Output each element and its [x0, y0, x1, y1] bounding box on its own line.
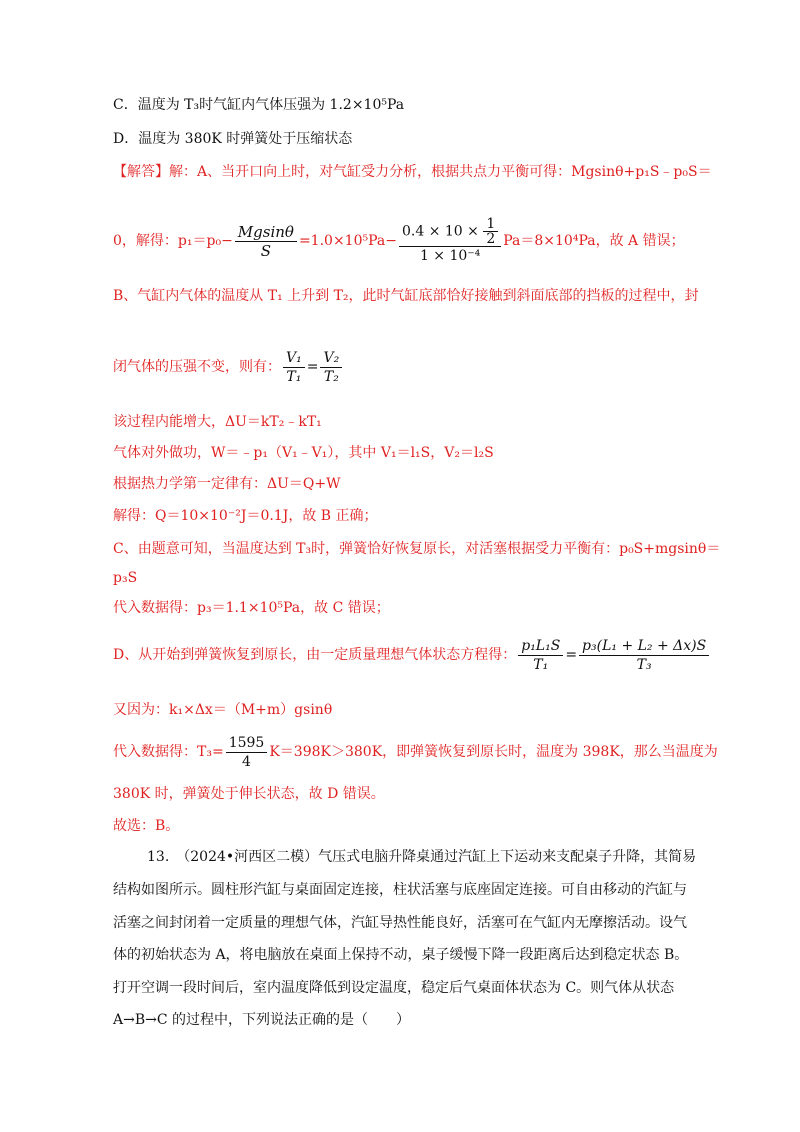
question-13-line-1: 13. （2024•河西区二模）气压式电脑升降桌通过汽缸上下运动来支配桌子升降，其简易: [147, 849, 697, 865]
answer-c-continued: p₃S: [113, 570, 138, 586]
fraction-v2-t2: $\frac{\text{V₂}}{\text{T₂}}$: [320, 349, 342, 386]
question-13-line-6: A→B→C 的过程中，下列说法正确的是（ ）: [113, 1012, 411, 1028]
final-choice: 故选：B。: [113, 818, 180, 834]
fraction-state-3: $\frac{\text{p₃(L₁ + L₂ + Δx)S}}{\text{T₃}}$: [579, 637, 709, 674]
answer-d-temperature: 代入数据得：T₃= $\frac{1595}{4}$ K＝398K＞380K，即弹簧恢复到原长时，温度为 398K，那么当温度为: [113, 734, 718, 770]
fraction-pressure-value: 0.4 × 10 × $\frac{1}{2}$ 1 × 10⁻⁴: [399, 217, 501, 265]
question-13-line-4: 体的初始状态为 A，将电脑放在桌面上保持不动，桌子缓慢下降一段距离后达到稳定状态 B。: [113, 947, 689, 963]
answer-c-intro: C、由题意可知，当温度达到 T₃时，弹簧恰好恢复原长，对活塞根据受力平衡有：p₀S+mgsinθ＝: [113, 541, 721, 557]
fraction-v1-t1: $\frac{\text{V₁}}{\text{T₁}}$: [283, 349, 305, 386]
question-13-line-3: 活塞之间封闭着一定质量的理想气体，汽缸导热性能良好，活塞可在气缸内无摩擦活动。设气: [113, 915, 687, 931]
answer-b-result: 解得：Q＝10×10⁻²J＝0.1J，故 B 正确；: [113, 508, 378, 524]
answer-d-spring: 又因为：k₁×Δx＝（M+m）gsinθ: [113, 702, 333, 718]
question-13-line-2: 结构如图所示。圆柱形汽缸与桌面固定连接，柱状活塞与底座固定连接。可自由移动的汽缸与: [113, 882, 687, 898]
question-13-line-5: 打开空调一段时间后，室内温度降低到设定温度，稳定后气桌面体状态为 C。则气体从状态: [113, 980, 675, 996]
answer-b-first-law: 根据热力学第一定律有：ΔU＝Q+W: [113, 476, 341, 492]
answer-b-equation: 闭气体的压强不变，则有： $\frac{\text{V₁}}{\text{T₁}}$ = $\frac{\text{V₂}}{\text{T₂}}$: [113, 342, 344, 392]
fraction-state-1: $\frac{\text{p₁L₁S}}{\text{T₁}}$: [518, 637, 563, 674]
answer-a-equation: 0，解得：p₁＝p₀ − $\frac{Mgsin\theta}{S}$ =1.0×10⁵Pa − 0.4 × 10 × $\frac{1}{2}$ 1 × 10⁻⁴ Pa＝8×10⁴Pa，故 A 错误；: [113, 216, 685, 264]
answer-b-intro: B、气缸内气体的温度从 T₁ 上升到 T₂，此时气缸底部恰好接触到斜面底部的挡板的过程中，封: [113, 288, 699, 304]
option-c: C．温度为 T₃时气缸内气体压强为 1.2×10⁵Pa: [113, 97, 405, 113]
answer-d-conclusion: 380K 时，弹簧处于伸长状态，故 D 错误。: [113, 786, 385, 802]
answer-c-result: 代入数据得：p₃＝1.1×10⁵Pa，故 C 错误；: [113, 600, 390, 616]
answer-b-internal-energy: 该过程内能增大，ΔU＝kT₂﹣kT₁: [113, 414, 322, 430]
option-d: D．温度为 380K 时弹簧处于压缩状态: [113, 131, 353, 147]
fraction-1595-over-4: $\frac{1595}{4}$: [226, 734, 268, 771]
answer-b-work: 气体对外做功，W＝﹣p₁（V₁﹣V₁），其中 V₁＝l₁S，V₂＝l₂S: [113, 445, 494, 461]
answer-intro: 【解答】解：A、当开口向上时，对气缸受力分析，根据共点力平衡可得：Mgsinθ+p₁S﹣p₀S＝: [113, 164, 712, 180]
answer-label: 【解答】: [113, 164, 169, 180]
fraction-mgsin-over-s: $\frac{Mgsin\theta}{S}$: [235, 223, 297, 260]
answer-d-equation: D、从开始到弹簧恢复到原长，由一定质量理想气体状态方程得： $\frac{\text{p₁L₁S}}{\text{T₁}}$ = $\frac{\text{p₃(L₁ + L₂ + Δx)S}}{\text{T₃}}$: [113, 630, 711, 680]
